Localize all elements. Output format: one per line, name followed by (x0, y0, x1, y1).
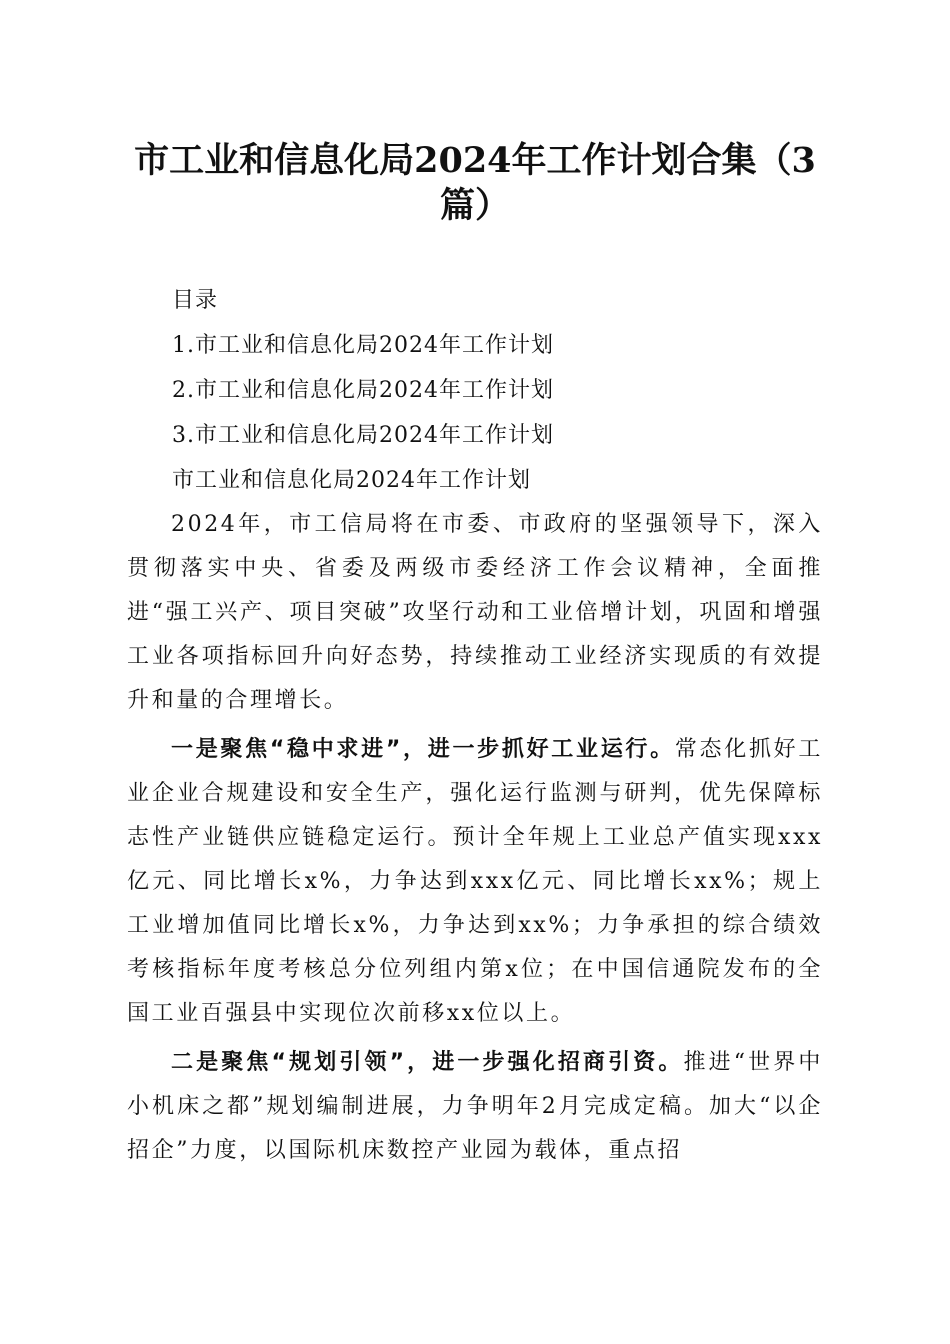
toc-item-1: 1.市工业和信息化局2024年工作计划 (172, 333, 554, 358)
paragraph-text: 常态化抓好工业企业合规建设和安全生产，强化运行监测与研判，优先保障标志性产业链供应链稳定运行。预计全年规上工业总产值实现xxx亿元、同比增长x%，力争达到xxx亿元、同比增长xx%；规上工业增加值同比增长x%，力争达到xx%；力争承担的综合绩效考核指标年度考核总分位列组内第x位；在中国信通院发布的全国工业百强县中实现位次前移xx位以上。 (127, 737, 823, 1026)
paragraph-intro (127, 503, 823, 723)
title-line-1: 市工业和信息化局2024年工作计划合集（3 (134, 140, 816, 181)
paragraph-text: 推进“世界中小机床之都”规划编制进展，力争明年2月完成定稿。加大“以企招企”力度，以国际机床数控产业园为载体，重点招 (127, 1050, 823, 1163)
paragraph-lead: 一是聚焦“稳中求进”，进一步抓好工业运行。 (171, 737, 675, 762)
toc-item-3: 3.市工业和信息化局2024年工作计划 (172, 423, 554, 448)
document-body (127, 503, 823, 1178)
paragraph-stable-growth (127, 728, 823, 1036)
toc-item-2: 2.市工业和信息化局2024年工作计划 (172, 378, 554, 403)
section-title: 市工业和信息化局2024年工作计划 (172, 468, 531, 493)
paragraph-planning (127, 1041, 823, 1173)
title-line-2: 篇） (439, 185, 510, 226)
table-of-contents (172, 278, 832, 503)
toc-heading: 目录 (172, 288, 219, 313)
paragraph-lead: 二是聚焦“规划引领”，进一步强化招商引资。 (171, 1050, 684, 1075)
paragraph-text: 2024年，市工信局将在市委、市政府的坚强领导下，深入贯彻落实中央、省委及两级市委经济工作会议精神，全面推进“强工兴产、项目突破”攻坚行动和工业倍增计划，巩固和增强工业各项指标回升向好态势，持续推动工业经济实现质的有效提升和量的合理增长。 (127, 512, 823, 713)
document-title (120, 138, 830, 228)
